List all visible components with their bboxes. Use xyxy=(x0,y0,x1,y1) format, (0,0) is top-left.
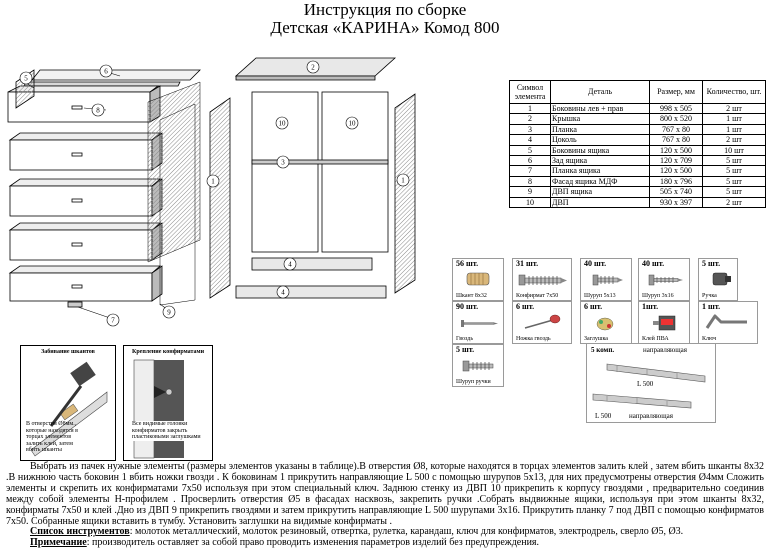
table-row xyxy=(510,114,766,124)
hardware-screw-3x16 xyxy=(638,258,690,301)
hardware-handle-screw xyxy=(452,344,504,387)
table-cell: 6 xyxy=(510,156,551,166)
table-cell: 4 xyxy=(510,135,551,145)
confirmat-inset-title: Крепление конфирматами xyxy=(131,349,205,355)
table-cell: 3 xyxy=(510,124,551,134)
note-text: : производитель оставляет за собой право проводить изменения параметров изделий без предупреждения. xyxy=(86,537,540,549)
callout-2-label: 2 xyxy=(311,63,315,72)
parts-table-header xyxy=(510,81,766,104)
instructions-paragraph: Выбрать из пачек нужные элементы (размеры элементов указаны в таблице).В отверстия Ø8, которые находятся в торцах элементов залить клей , затем вбить шканты 8x32 .В нижнюю часть боковин 1 вбить ножки гвозди . К боковинам 1 прикрутить направляющие L 500 с помощью шурупов 5x13, для них предусмотрены отверстия Ø4мм Сложить элементы и скрепить их конфирматами 7x50 используя при этом специальный ключ. Заднюю стенку из ДВП 10 прикрепить к корпусу гвоздями , предварительно соединив между собой элементы Н-профилем . Просверлить отверстия Ø5 в фасадах насквозь, закрепить ручки .Собрать выдвижные ящики, используя при этом шканты 8x32, конфирматы 7x50 и клей .Дно из ДВП 9 прикрепить гвоздями и затем прикрутить направляющие L 500 шурупами 3x16. Прикрутить планку 7 под ДВП с помощью конфирматов 7x50. Собранные ящики вставить в тумбу. Установить заглушки на видимые конфирматы . xyxy=(6,461,764,527)
callout-10a-label: 10 xyxy=(278,119,286,128)
hardware-count: 40 шт. xyxy=(642,259,665,268)
table-cell: Планка ящика xyxy=(551,166,650,176)
table-cell: Фасад ящика МДФ xyxy=(551,176,650,186)
table-cell: 2 шт xyxy=(703,197,766,207)
table-cell: Планка xyxy=(551,124,650,134)
confirmat-joint-icon xyxy=(124,346,214,462)
hardware-dowel xyxy=(452,258,504,301)
hardware-cap xyxy=(580,301,632,344)
callout-10a xyxy=(276,117,288,129)
table-cell: 9 xyxy=(510,187,551,197)
carcass xyxy=(210,58,415,298)
table-cell: Крышка xyxy=(551,114,650,124)
rails-label: направляющая xyxy=(643,346,687,354)
rails-label-lower: направляющая xyxy=(629,412,673,420)
page-subtitle: Детская «КАРИНА» Комод 800 xyxy=(270,18,500,37)
table-cell: 1 xyxy=(510,104,551,114)
callout-3 xyxy=(277,156,289,168)
plinth-bottom xyxy=(236,286,386,298)
callout-6 xyxy=(100,65,112,77)
callout-1a xyxy=(207,175,219,187)
table-row xyxy=(510,166,766,176)
table-cell: 10 xyxy=(510,197,551,207)
page-title: Инструкция по сборке xyxy=(303,0,467,19)
hardware-name: Заглушка xyxy=(584,336,608,342)
table-row xyxy=(510,156,766,166)
hardware-count: 1шт. xyxy=(642,302,659,311)
callout-4a-label: 4 xyxy=(288,260,292,269)
table-cell: 120 x 709 xyxy=(650,156,703,166)
hardware-count: 90 шт. xyxy=(456,302,479,311)
dowel-inset-caption: В отверстия Ø8мм., которые находятся в торцах элементов залить клей, затем вбить шканты xyxy=(26,421,79,453)
hardware-leg-nail xyxy=(512,301,572,344)
table-cell: Цоколь xyxy=(551,135,650,145)
callout-8-label: 8 xyxy=(96,106,100,115)
parts-table xyxy=(509,80,766,208)
col-qty: Количество, шт. xyxy=(703,81,766,104)
hardware-name: Ножка гвоздь xyxy=(516,336,551,342)
table-cell: 8 xyxy=(510,176,551,186)
table-cell: 180 x 796 xyxy=(650,176,703,186)
drawer-2 xyxy=(10,133,162,170)
table-cell: 120 x 500 xyxy=(650,145,703,155)
table-row xyxy=(510,187,766,197)
callout-3-label: 3 xyxy=(281,158,285,167)
hardware-glue xyxy=(638,301,690,344)
callout-8 xyxy=(92,104,104,116)
hardware-handle xyxy=(698,258,738,301)
back-panel-right xyxy=(322,92,388,252)
table-cell: 998 x 505 xyxy=(650,104,703,114)
table-cell: 5 шт xyxy=(703,187,766,197)
instructions-block xyxy=(6,462,764,549)
tools-label: Список инструментов xyxy=(30,526,130,538)
table-cell: 930 x 397 xyxy=(650,197,703,207)
table-cell: ДВП xyxy=(551,197,650,207)
plinth-top xyxy=(252,258,372,270)
callout-1a-label: 1 xyxy=(211,177,215,186)
table-cell: 5 шт xyxy=(703,166,766,176)
table-cell: ДВП ящика xyxy=(551,187,650,197)
hardware-count: 5 шт. xyxy=(456,345,475,354)
plank xyxy=(252,160,388,164)
table-row xyxy=(510,104,766,114)
table-cell: 2 шт xyxy=(703,104,766,114)
table-cell: 505 x 740 xyxy=(650,187,703,197)
hardware-confirmat xyxy=(512,258,572,301)
hardware-nail xyxy=(452,301,504,344)
hardware-count: 1 шт. xyxy=(702,302,721,311)
hardware-name: Гвоздь xyxy=(456,336,474,342)
col-size: Размер, мм xyxy=(650,81,703,104)
hardware-name: Ключ xyxy=(702,336,717,342)
callout-4a xyxy=(284,258,296,270)
table-cell: Зад ящика xyxy=(551,156,650,166)
table-cell: Боковины ящика xyxy=(551,145,650,155)
hardware-screw-5x13 xyxy=(580,258,632,301)
callout-7-label: 7 xyxy=(111,316,115,325)
callout-5 xyxy=(20,72,32,84)
table-row xyxy=(510,135,766,145)
side-panel-left xyxy=(210,98,230,298)
callout-10b xyxy=(346,117,358,129)
callout-6-label: 6 xyxy=(104,67,108,76)
hardware-name: Шуруп ручки xyxy=(456,379,491,385)
rails-count: 5 комп. xyxy=(591,346,615,354)
table-cell: 5 xyxy=(510,145,551,155)
table-row xyxy=(510,124,766,134)
rail-length-lower: L 500 xyxy=(595,412,612,420)
hardware-count: 6 шт. xyxy=(584,302,603,311)
hardware-name: Шкант 8x32 xyxy=(456,293,487,299)
drawer-3 xyxy=(10,179,162,216)
tools-text: : молоток металлический, молоток резиновый, отвертка, рулетка, карандаш, ключ для конфирматов, электродрель, сверло Ø5, Ø3. xyxy=(129,526,684,538)
dowel-inset xyxy=(20,345,116,461)
callout-1b-label: 1 xyxy=(401,176,405,185)
table-cell: Боковины лев + прав xyxy=(551,104,650,114)
rail-length-upper: L 500 xyxy=(637,380,654,388)
side-panel-right xyxy=(395,94,415,293)
hardware-key xyxy=(698,301,758,344)
confirmat-inset-caption: Все видимые головки конфирматов закрыть пластиковыми заглушками xyxy=(132,421,207,441)
note-label: Примечание xyxy=(30,537,87,549)
col-symbol: Символ элемента xyxy=(510,81,551,104)
hardware-count: 31 шт. xyxy=(516,259,539,268)
hardware-count: 40 шт. xyxy=(584,259,607,268)
callout-10b-label: 10 xyxy=(348,119,356,128)
rails-panel xyxy=(586,343,716,423)
confirmat-inset xyxy=(123,345,213,461)
callout-4b xyxy=(277,286,289,298)
drawer-stack xyxy=(8,67,200,307)
callout-4b-label: 4 xyxy=(281,288,285,297)
table-cell: 1 шт xyxy=(703,114,766,124)
callout-7 xyxy=(107,314,119,326)
table-cell: 800 x 520 xyxy=(650,114,703,124)
hardware-count: 6 шт. xyxy=(516,302,535,311)
table-cell: 1 шт xyxy=(703,124,766,134)
hardware-name: Шуруп 3x16 xyxy=(642,293,674,299)
hardware-name: Шуруп 5x13 xyxy=(584,293,616,299)
callout-2 xyxy=(307,61,319,73)
dowel-inset-title: Забивание шкантов xyxy=(41,349,95,355)
table-cell: 2 шт xyxy=(703,135,766,145)
drawer-5 xyxy=(10,266,162,301)
table-row xyxy=(510,145,766,155)
hardware-name: Клей ПВА xyxy=(642,336,669,342)
table-cell: 5 шт xyxy=(703,176,766,186)
hardware-count: 5 шт. xyxy=(702,259,721,268)
table-cell: 767 x 80 xyxy=(650,124,703,134)
table-cell: 120 x 500 xyxy=(650,166,703,176)
table-row xyxy=(510,176,766,186)
hardware-name: Ручка xyxy=(702,293,717,299)
callout-9-label: 9 xyxy=(167,308,171,317)
callout-1b xyxy=(397,174,409,186)
drawer-4 xyxy=(10,223,162,260)
table-cell: 767 x 80 xyxy=(650,135,703,145)
col-part: Деталь xyxy=(551,81,650,104)
callout-5-label: 5 xyxy=(24,74,28,83)
table-cell: 10 шт xyxy=(703,145,766,155)
table-cell: 7 xyxy=(510,166,551,176)
table-cell: 5 шт xyxy=(703,156,766,166)
hardware-name: Конфирмат 7x50 xyxy=(516,293,559,299)
table-row xyxy=(510,197,766,207)
callout-9 xyxy=(163,306,175,318)
table-cell: 2 xyxy=(510,114,551,124)
back-panel-left xyxy=(252,92,318,252)
hardware-count: 56 шт. xyxy=(456,259,479,268)
